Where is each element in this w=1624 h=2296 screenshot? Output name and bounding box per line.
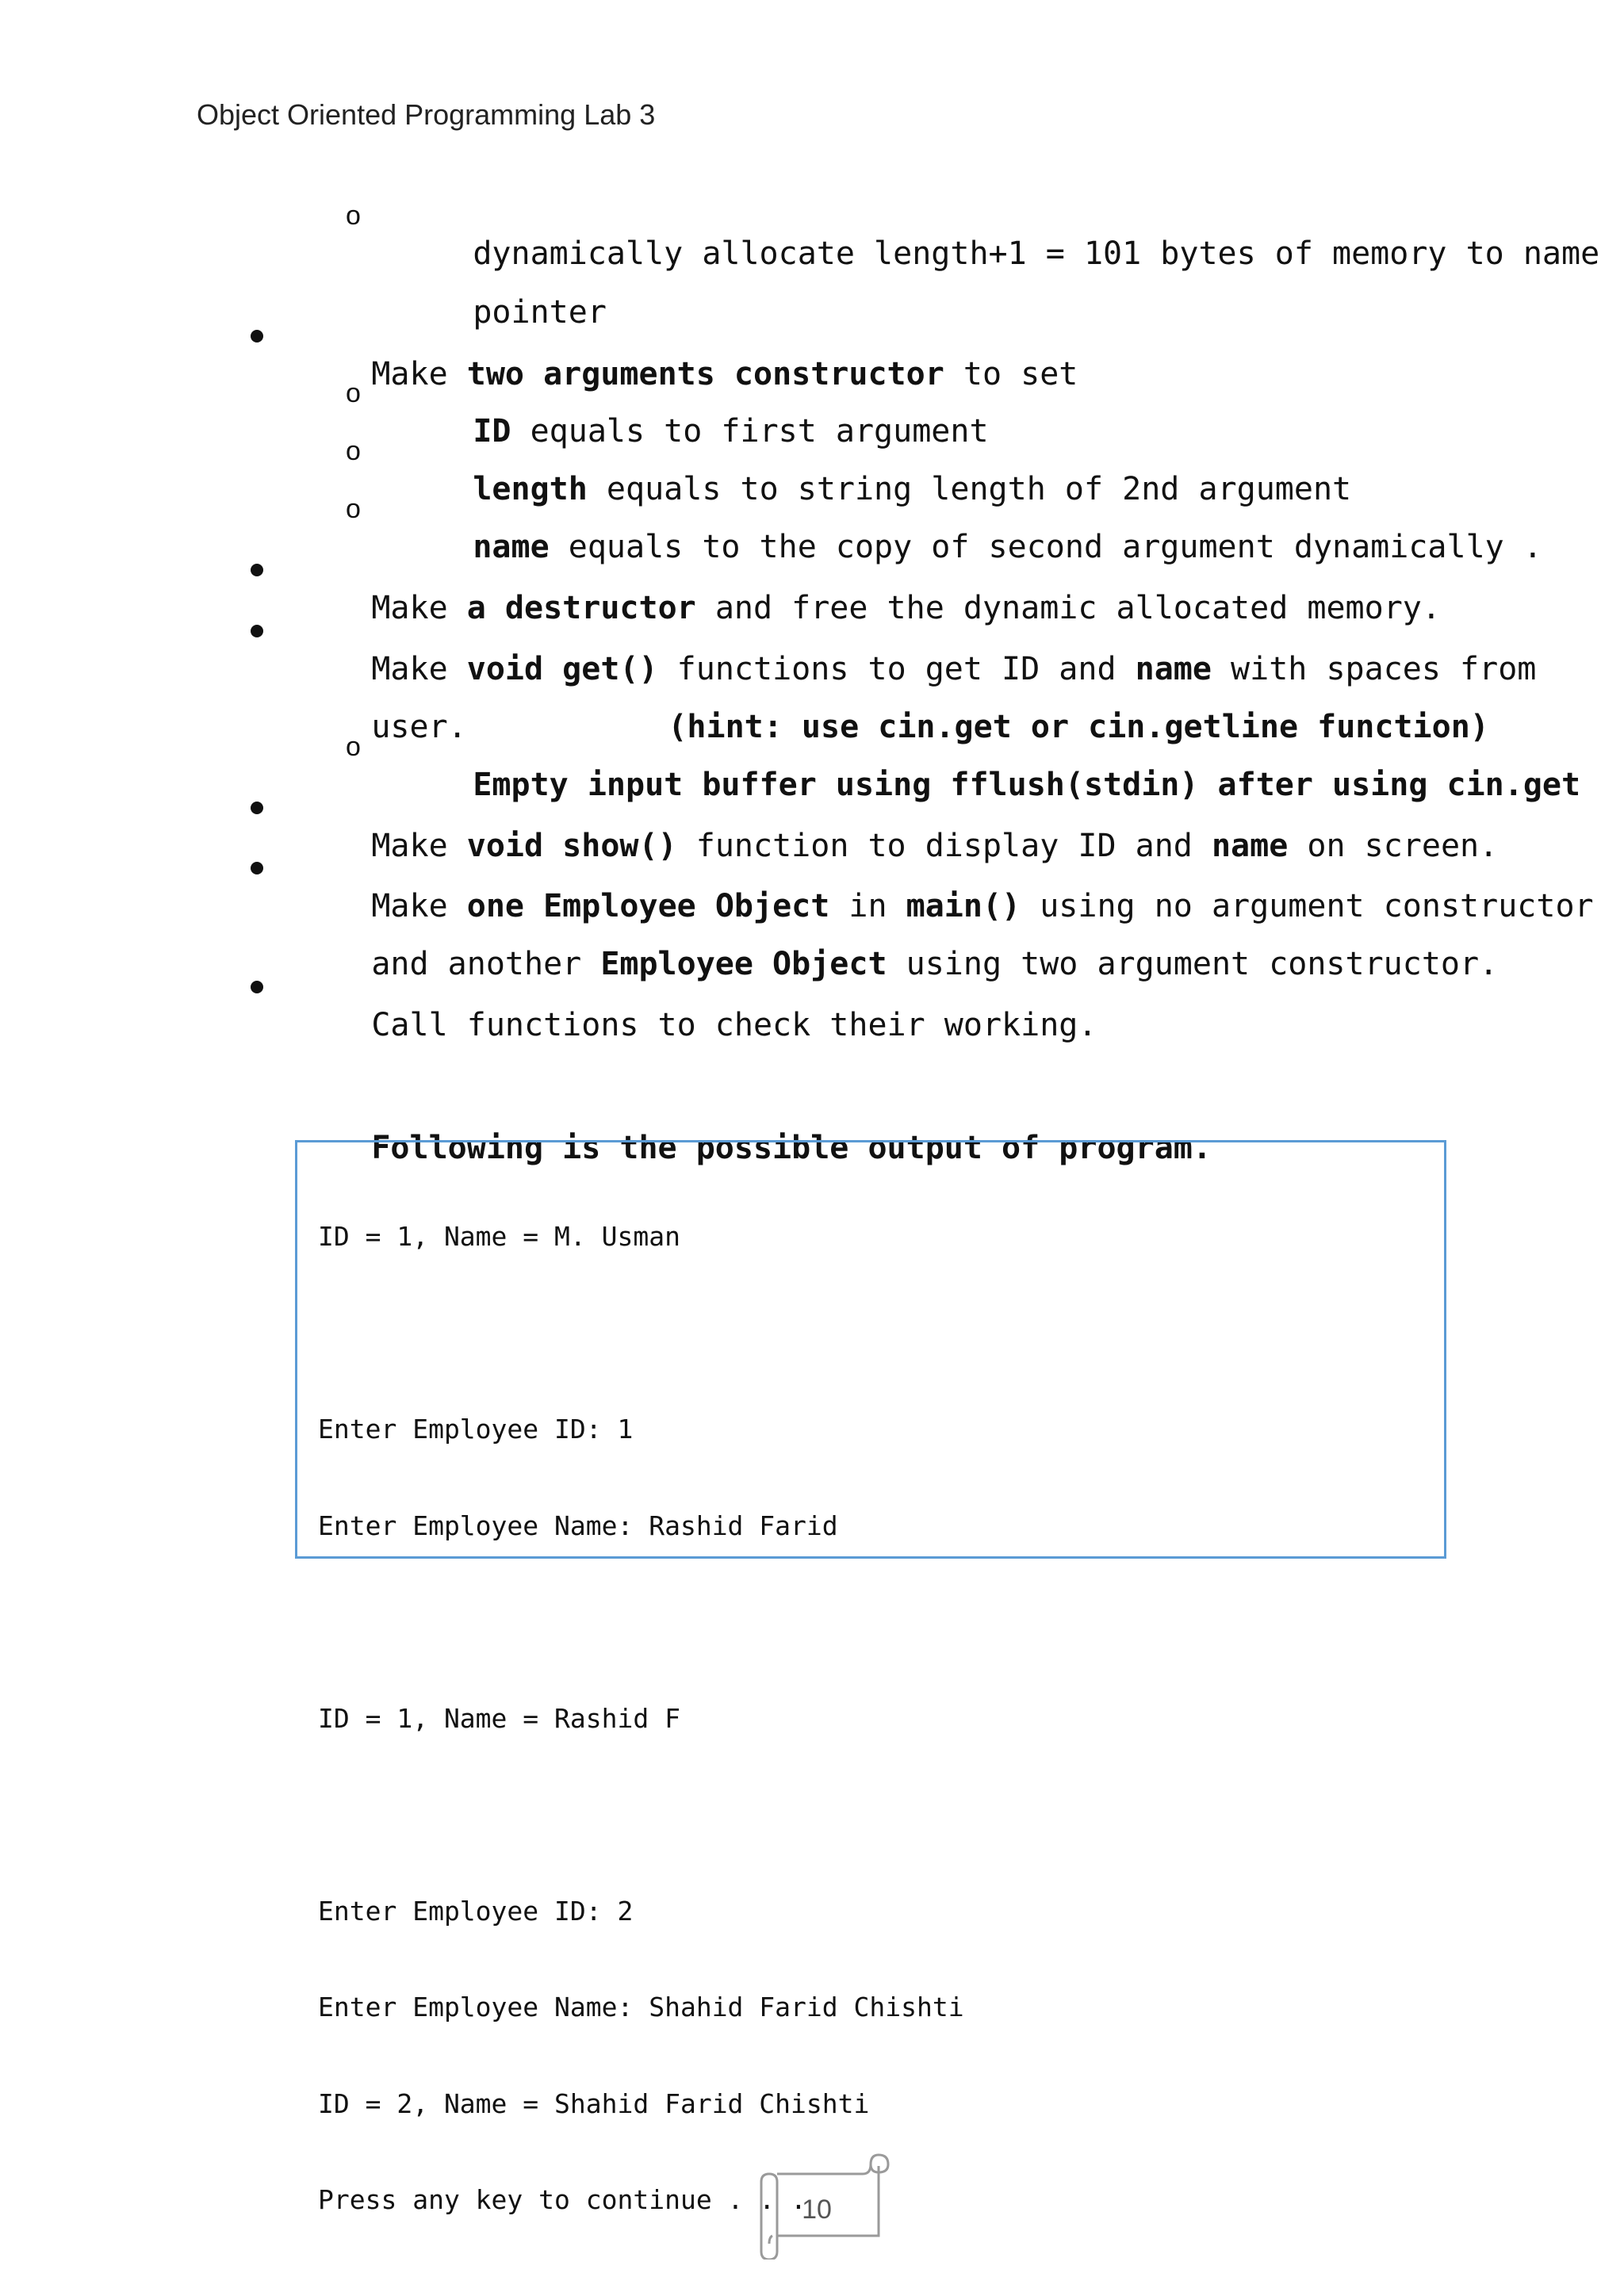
sub-item-text: pointer [473, 294, 607, 331]
text: to set [944, 356, 1078, 392]
sub-bullet-marker: o [346, 494, 361, 524]
text: and another [371, 946, 601, 982]
bold-text: void get() [466, 651, 658, 687]
text: Make [371, 356, 467, 392]
text: Call functions to check their working. [371, 1007, 1097, 1043]
output-line: ID = 1, Name = Rashid F [318, 1702, 680, 1734]
bold-text: Employee Object [600, 946, 887, 982]
bold-text: Following is the possible output of program. [371, 1130, 1212, 1166]
output-line: Enter Employee Name: Rashid Farid [318, 1510, 838, 1541]
document-header: Object Oriented Programming Lab 3 [197, 98, 656, 131]
output-line: Enter Employee ID: 1 [318, 1414, 634, 1445]
text: equals to first argument [511, 413, 989, 450]
bold-text: main() [906, 888, 1021, 924]
bold-text: Empty input buffer using fflush(stdin) after using cin.get [473, 767, 1581, 803]
bold-text: two arguments constructor [466, 356, 944, 392]
text: function to display ID and [676, 828, 1212, 864]
output-line [318, 1799, 964, 1831]
text: on screen. [1288, 828, 1499, 864]
sub-bullet-marker: o [346, 732, 361, 762]
text: using no argument constructor [1021, 888, 1594, 924]
text: and free the dynamic allocated memory. [695, 590, 1441, 626]
sub-bullet-marker: o [346, 201, 361, 231]
page-number-scroll [737, 2141, 896, 2260]
output-line: Enter Employee Name: Shahid Farid Chishti [318, 1992, 964, 2022]
bold-text: length [473, 471, 588, 507]
text: functions to get ID and [657, 651, 1136, 687]
text: equals to string length of 2nd argument [587, 471, 1352, 507]
bullet-marker [251, 330, 263, 342]
text: equals to the copy of second argument dynamically . [549, 529, 1542, 565]
output-line [318, 1606, 964, 1639]
program-output-text [318, 1157, 964, 2281]
bullet-call-functions [295, 968, 1097, 1082]
bullet-marker [251, 862, 263, 874]
bold-text: void show() [466, 828, 677, 864]
text: user. [371, 709, 467, 745]
output-line: Press any key to continue . . . [318, 2184, 806, 2215]
bold-text: ID [473, 413, 511, 450]
output-line [318, 1318, 964, 1350]
output-line: ID = 1, Name = M. Usman [318, 1221, 680, 1252]
sub-bullet-marker: o [346, 378, 361, 408]
bold-text: (hint: use cin.get or cin.getline function) [668, 709, 1489, 745]
bold-text: one Employee Object [466, 888, 830, 924]
page-number: 10 [802, 2195, 832, 2225]
text: Make [371, 888, 467, 924]
bullet-marker [251, 981, 263, 993]
bold-text: name [1211, 828, 1289, 864]
bullet-marker [251, 802, 263, 814]
text: in [829, 888, 906, 924]
sub-item-text: dynamically allocate length+1 = 101 bytes of memory to name [473, 235, 1600, 272]
bullet-marker [251, 625, 263, 637]
output-line: Enter Employee ID: 2 [318, 1895, 634, 1927]
text: Make [371, 651, 467, 687]
text: with spaces from [1211, 651, 1537, 687]
text: using two argument constructor. [887, 946, 1499, 982]
output-line: ID = 2, Name = Shahid Farid Chishti [318, 2087, 870, 2119]
text: Make [371, 828, 467, 864]
sub-bullet-marker: o [346, 436, 361, 466]
bold-text: name [1135, 651, 1212, 687]
text: Make [371, 590, 467, 626]
bold-text: a destructor [466, 590, 696, 626]
bold-text: name [473, 529, 550, 565]
bullet-marker [251, 564, 263, 576]
